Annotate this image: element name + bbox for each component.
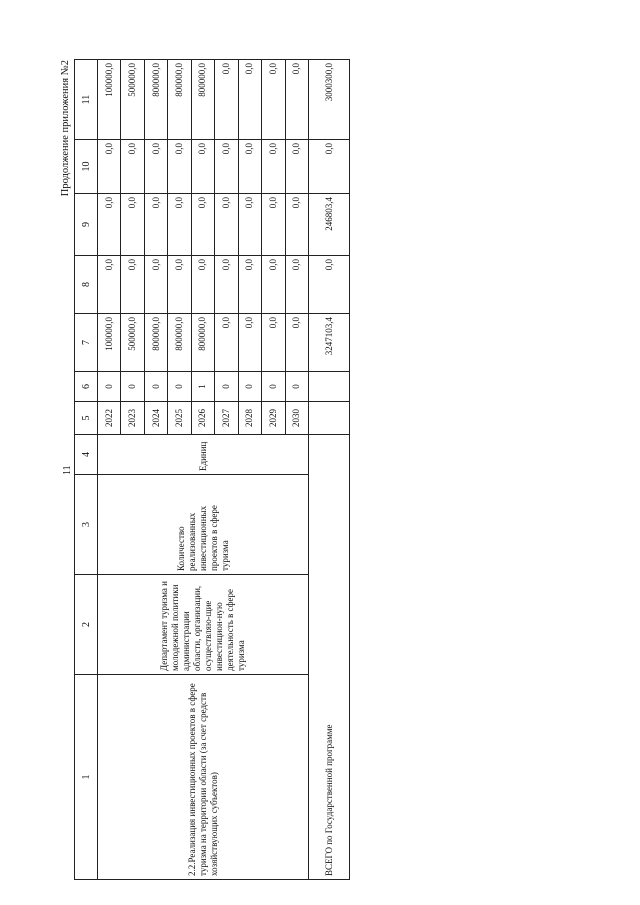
count-cell: 0 bbox=[285, 372, 309, 402]
col-header-6: 6 bbox=[75, 372, 98, 402]
col-header-10: 10 bbox=[75, 140, 98, 194]
col9-cell: 0,0 bbox=[238, 194, 261, 256]
year-cell: 2026 bbox=[191, 402, 214, 435]
count-cell: 0 bbox=[98, 372, 121, 402]
year-cell: 2029 bbox=[262, 402, 285, 435]
col7-cell: 0,0 bbox=[215, 314, 238, 372]
col-header-2: 2 bbox=[75, 575, 98, 675]
total-row bbox=[309, 60, 350, 880]
col7-cell: 0,0 bbox=[262, 314, 285, 372]
year-cell: 2027 bbox=[215, 402, 238, 435]
count-cell: 0 bbox=[144, 372, 167, 402]
col11-cell: 800000,0 bbox=[168, 60, 191, 140]
year-cell: 2030 bbox=[285, 402, 309, 435]
col9-cell: 0,0 bbox=[98, 194, 121, 256]
col-header-9: 9 bbox=[75, 194, 98, 256]
col8-cell: 0,0 bbox=[285, 256, 309, 314]
activity-cell: 2.2.Реализация инвестиционных проектов в сфере туризма на территории области (за счет средств хозяйствующих субъектов) bbox=[98, 675, 309, 880]
col-header-5: 5 bbox=[75, 402, 98, 435]
col9-cell: 0,0 bbox=[285, 194, 309, 256]
year-cell: 2023 bbox=[121, 402, 144, 435]
col-header-11: 11 bbox=[75, 60, 98, 140]
table-row bbox=[98, 60, 121, 880]
year-cell: 2022 bbox=[98, 402, 121, 435]
count-cell: 1 bbox=[191, 372, 214, 402]
page-number: 11 bbox=[62, 465, 73, 475]
count-cell: 0 bbox=[168, 372, 191, 402]
count-cell: 0 bbox=[262, 372, 285, 402]
col8-cell: 0,0 bbox=[121, 256, 144, 314]
total-col9: 246803,4 bbox=[309, 194, 350, 256]
total-label: ВСЕГО по Государственной программе bbox=[309, 435, 350, 880]
col11-cell: 800000,0 bbox=[191, 60, 214, 140]
total-col10: 0,0 bbox=[309, 140, 350, 194]
col-header-4: 4 bbox=[75, 435, 98, 475]
unit-cell: Единиц bbox=[98, 435, 309, 475]
count-cell: 0 bbox=[121, 372, 144, 402]
count-cell: 0 bbox=[215, 372, 238, 402]
col9-cell: 0,0 bbox=[121, 194, 144, 256]
program-table bbox=[74, 59, 350, 880]
col9-cell: 0,0 bbox=[191, 194, 214, 256]
col7-cell: 800000,0 bbox=[144, 314, 167, 372]
col10-cell: 0,0 bbox=[168, 140, 191, 194]
col11-cell: 0,0 bbox=[262, 60, 285, 140]
col11-cell: 0,0 bbox=[285, 60, 309, 140]
col-header-3: 3 bbox=[75, 475, 98, 575]
col-header-1: 1 bbox=[75, 675, 98, 880]
year-cell: 2028 bbox=[238, 402, 261, 435]
col9-cell: 0,0 bbox=[262, 194, 285, 256]
indicator-cell: Количество реализованных инвестиционных проектов в сфере туризма bbox=[98, 475, 309, 575]
col10-cell: 0,0 bbox=[238, 140, 261, 194]
col10-cell: 0,0 bbox=[144, 140, 167, 194]
col9-cell: 0,0 bbox=[144, 194, 167, 256]
col8-cell: 0,0 bbox=[262, 256, 285, 314]
total-col7: 3247103,4 bbox=[309, 314, 350, 372]
col7-cell: 0,0 bbox=[238, 314, 261, 372]
col7-cell: 800000,0 bbox=[168, 314, 191, 372]
col8-cell: 0,0 bbox=[238, 256, 261, 314]
col10-cell: 0,0 bbox=[98, 140, 121, 194]
total-empty-count bbox=[309, 372, 350, 402]
year-cell: 2024 bbox=[144, 402, 167, 435]
total-col11: 3000300,0 bbox=[309, 60, 350, 140]
continuation-title: Продолжение приложения №2 bbox=[60, 60, 71, 197]
col9-cell: 0,0 bbox=[215, 194, 238, 256]
col7-cell: 500000,0 bbox=[121, 314, 144, 372]
col11-cell: 0,0 bbox=[215, 60, 238, 140]
col10-cell: 0,0 bbox=[191, 140, 214, 194]
total-empty-year bbox=[309, 402, 350, 435]
col11-cell: 800000,0 bbox=[144, 60, 167, 140]
year-cell: 2025 bbox=[168, 402, 191, 435]
col8-cell: 0,0 bbox=[98, 256, 121, 314]
col7-cell: 100000,0 bbox=[98, 314, 121, 372]
col11-cell: 500000,0 bbox=[121, 60, 144, 140]
col8-cell: 0,0 bbox=[215, 256, 238, 314]
rotated-document-sheet bbox=[60, 60, 350, 880]
col11-cell: 0,0 bbox=[238, 60, 261, 140]
col10-cell: 0,0 bbox=[121, 140, 144, 194]
total-col8: 0,0 bbox=[309, 256, 350, 314]
col-header-8: 8 bbox=[75, 256, 98, 314]
col7-cell: 800000,0 bbox=[191, 314, 214, 372]
count-cell: 0 bbox=[238, 372, 261, 402]
col8-cell: 0,0 bbox=[168, 256, 191, 314]
col11-cell: 100000,0 bbox=[98, 60, 121, 140]
col10-cell: 0,0 bbox=[285, 140, 309, 194]
column-header-row bbox=[75, 60, 98, 880]
col-header-7: 7 bbox=[75, 314, 98, 372]
col9-cell: 0,0 bbox=[168, 194, 191, 256]
col8-cell: 0,0 bbox=[191, 256, 214, 314]
col7-cell: 0,0 bbox=[285, 314, 309, 372]
col10-cell: 0,0 bbox=[262, 140, 285, 194]
executor-cell: Департамент туризма и молодежной политики администрации области, организации, осуществляю-щие инвестицион-ную деятельность в сфере туризма bbox=[98, 575, 309, 675]
col8-cell: 0,0 bbox=[144, 256, 167, 314]
col10-cell: 0,0 bbox=[215, 140, 238, 194]
